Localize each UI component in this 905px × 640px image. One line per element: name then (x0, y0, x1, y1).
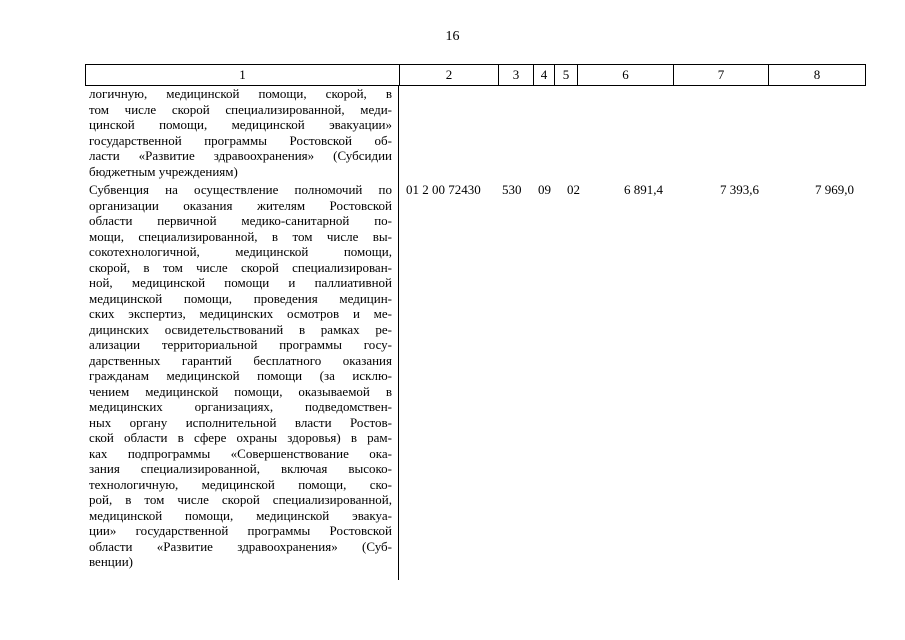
text-line: ках подпрограммы «Совершенствование ока- (89, 445, 392, 461)
text-line: скорой, в том числе скорой специализирован- (89, 259, 392, 275)
text-line: мощи, специализированной, в том числе вы- (89, 228, 392, 244)
text-line: медицинской помощи, медицинской эвакуа- (89, 507, 392, 523)
text-line: ных органу исполнительной власти Ростов- (89, 414, 392, 430)
text-line: бюджетным учреждениям) (89, 163, 238, 179)
row-description (89, 182, 392, 570)
header-col-6: 6 (577, 65, 673, 85)
amount-year-2: 7 393,6 (720, 182, 759, 197)
text-line: дицинских освидетельствований в рамках ре- (89, 321, 392, 337)
text-line: медицинских организациях, подведомствен- (89, 399, 392, 414)
header-col-2: 2 (399, 65, 498, 85)
text-line: зания специализированной, включая высоко- (89, 461, 392, 476)
header-col-1: 1 (239, 67, 246, 82)
text-line: том числе скорой специализированной, меди- (89, 101, 392, 117)
text-line: области «Развитие здравоохранения» (Суб- (89, 538, 392, 554)
text-line: ских экспертиз, медицинских осмотров и ме- (89, 306, 392, 321)
text-line: дарственных гарантий бесплатного оказания (89, 352, 392, 368)
expense-type-code: 530 (502, 182, 522, 197)
text-line: ласти «Развитие здравоохранения» (Субсидии (89, 148, 392, 163)
header-col-3: 3 (498, 65, 533, 85)
text-line: ции» государственной программы Ростовской (89, 523, 392, 538)
text-line: гражданам медицинской помощи (за исклю- (89, 368, 392, 383)
text-line: сокотехнологичной, медицинской помощи, (89, 244, 392, 259)
table-header-row (85, 64, 866, 86)
text-line: технологичную, медицинской помощи, ско- (89, 476, 392, 492)
continued-description (89, 86, 392, 179)
text-line: ной, медицинской помощи и паллиативной (89, 275, 392, 290)
header-col-5: 5 (554, 65, 577, 85)
amount-year-1: 6 891,4 (624, 182, 663, 197)
subsection-code: 02 (567, 182, 580, 197)
text-line: чением медицинской помощи, оказываемой в (89, 383, 392, 399)
budget-code: 01 2 00 72430 (406, 182, 481, 197)
text-line: ской области в сфере охраны здоровья) в рам- (89, 430, 392, 445)
page-number: 16 (445, 29, 460, 44)
text-line: медицинской помощи, проведения медицин- (89, 290, 392, 306)
text-line: рой, в том числе скорой специализированной, (89, 492, 392, 507)
text-line: области первичной медико-санитарной по- (89, 213, 392, 228)
section-code: 09 (538, 182, 551, 197)
text-line: цинской помощи, медицинской эвакуации» (89, 117, 392, 132)
text-line: ализации территориальной программы госу- (89, 337, 392, 352)
header-col-7: 7 (673, 65, 768, 85)
text-line: организации оказания жителям Ростовской (89, 197, 392, 213)
text-line: логичную, медицинской помощи, скорой, в (89, 86, 392, 101)
column-divider (398, 86, 399, 580)
text-line: государственной программы Ростовской об- (89, 132, 392, 148)
header-col-4: 4 (533, 65, 554, 85)
amount-year-3: 7 969,0 (815, 182, 854, 197)
text-line: Субвенция на осуществление полномочий по (89, 182, 392, 197)
header-col-8: 8 (768, 65, 865, 85)
text-line: венции) (89, 554, 133, 569)
